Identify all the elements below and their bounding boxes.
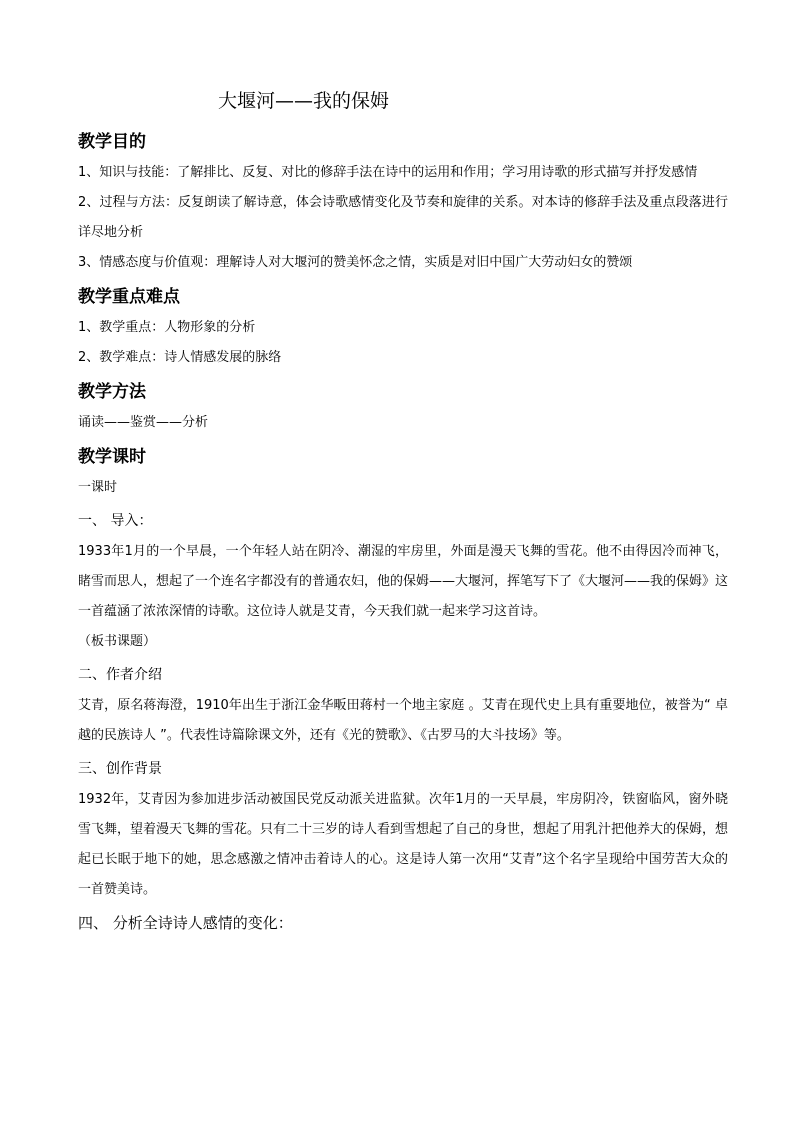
document-title: 大堰河——我的保姆 [218,90,390,112]
document-body [78,126,728,939]
hours-text: 一课时 [78,480,118,495]
step-heading-introduction: 一、 导入： [78,513,153,529]
key-item-focus: 1、教学重点：人物形象的分析 [78,320,256,335]
section-heading-key-points: 教学重点难点 [78,287,180,307]
goal-item-knowledge: 1、知识与技能：了解排比、反复、对比的修辞手法在诗中的运用和作用；学习用诗歌的形式描写并抒发感情 [78,165,698,180]
goal-item-process: 2、过程与方法：反复朗读了解诗意，体会诗歌感情变化及节奏和旋律的关系。对本诗的修辞手法及重点段落进行详尽地分析 [78,195,728,240]
section-heading-class-hours: 教学课时 [78,447,146,467]
goal-item-emotion: 3、情感态度与价值观：理解诗人对大堰河的赞美怀念之情，实质是对旧中国广大劳动妇女的赞颂 [78,255,633,270]
blackboard-note: （板书课题） [78,634,157,649]
key-item-difficulty: 2、教学难点：诗人情感发展的脉络 [78,350,282,365]
section-heading-teaching-goals: 教学目的 [78,132,146,152]
step-heading-analysis: 四、 分析全诗诗人感情的变化： [78,914,293,932]
introduction-text: 1933年1月的一个早晨，一个年轻人站在阴冷、潮湿的牢房里，外面是漫天飞舞的雪花。他不由得因冷而神飞，睹雪而思人，想起了一个连名字都没有的普通农妇，他的保姆——大堰河，挥笔写下了《大堰河——我的保姆》这一首蕴涵了浓浓深情的诗歌。这位诗人就是艾青，今天我们就一起来学习这首诗。 [78,544,729,619]
method-text: 诵读——鉴赏——分析 [78,415,209,430]
background-text: 1932年，艾青因为参加进步活动被国民党反动派关进监狱。次年1月的一天早晨，牢房阴冷，铁窗临风，窗外晓雪飞舞，望着漫天飞舞的雪花。只有二十三岁的诗人看到雪想起了自己的身世，想起了用乳汁把他养大的保姆，想起已长眠于地下的她，思念感激之情冲击着诗人的心。这是诗人第一次用“艾青”这个名字呈现给中国劳苦大众的一首赞美诗。 [78,792,729,897]
author-text: 艾青，原名蒋海澄，1910年出生于浙江金华畈田蒋村一个地主家庭 。艾青在现代史上具有重要地位，被誉为“ 卓越的民族诗人 ”。代表性诗篇除课文外，还有《光的赞歌》、《古罗马的大斗技场》等。 [78,698,728,743]
section-heading-teaching-method: 教学方法 [78,382,146,402]
step-heading-author: 二、作者介绍 [78,667,162,683]
step-heading-background: 三、创作背景 [78,761,162,777]
